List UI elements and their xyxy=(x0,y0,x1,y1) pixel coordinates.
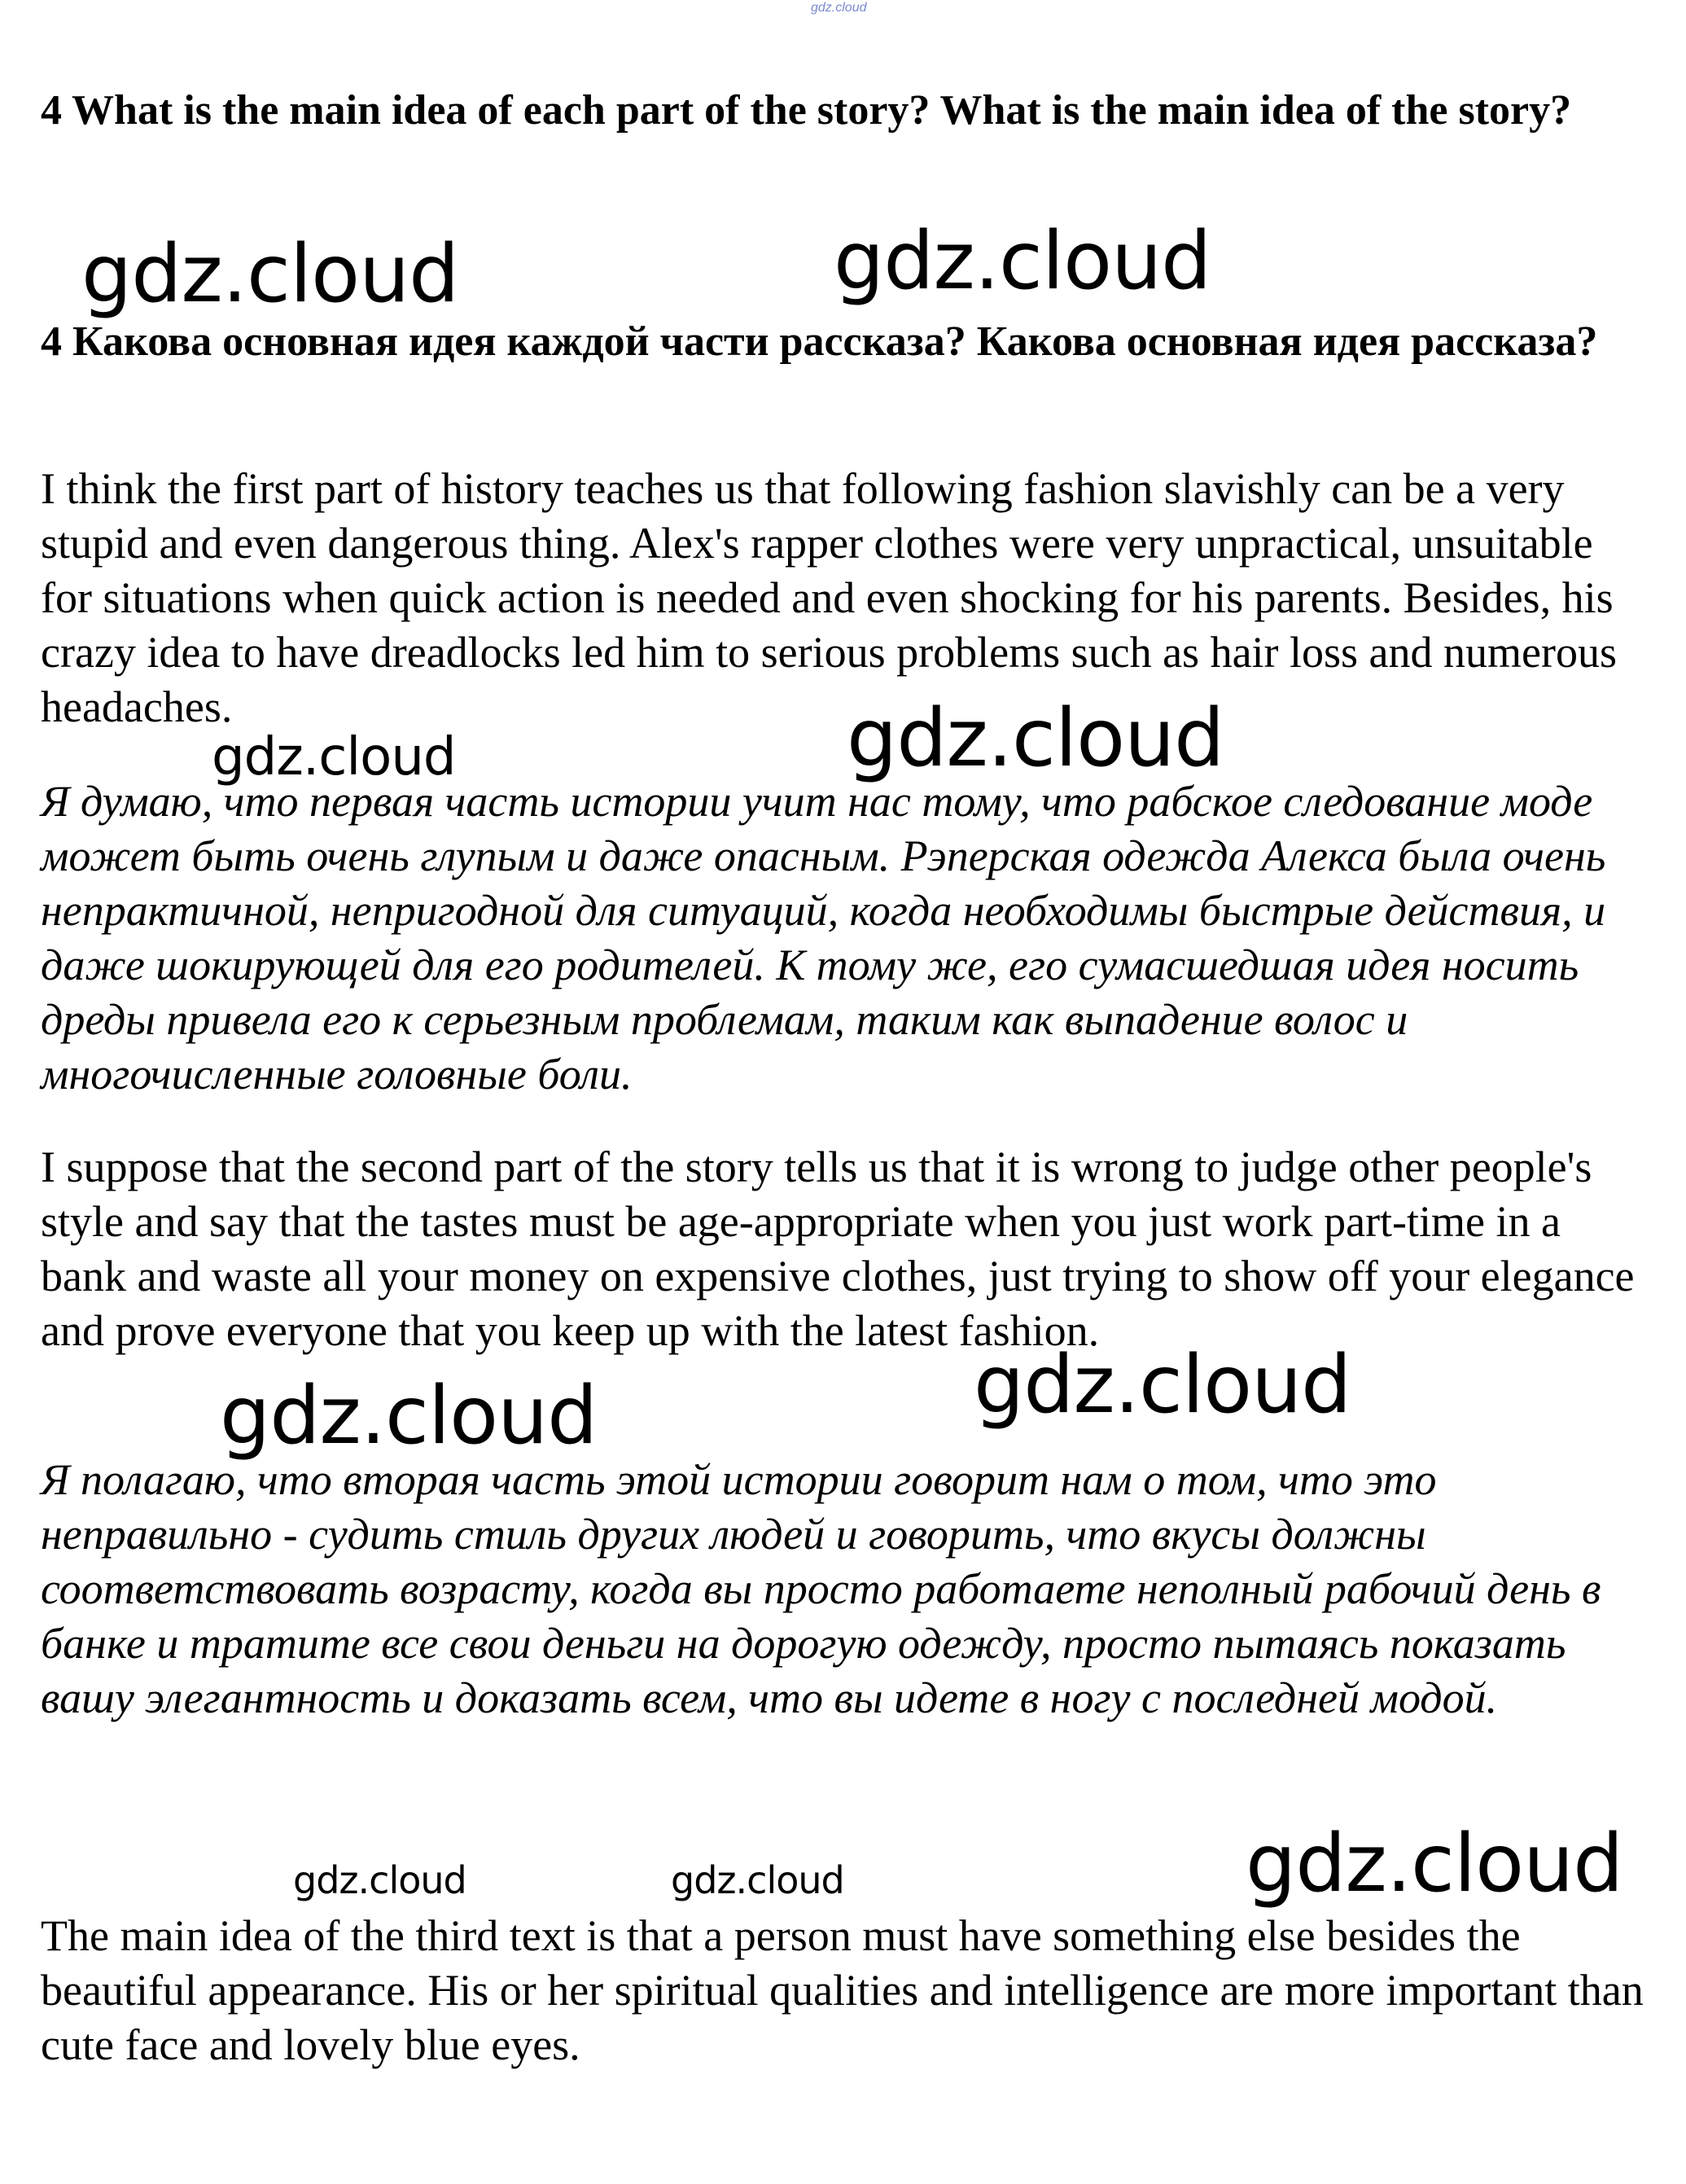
paragraph-3-english: The main idea of the third text is that a person must have something else besides the beautiful appearance. His or her spiritual qualities and intelligence are more important than cute face and lovely blue eyes. xyxy=(41,1911,1644,2069)
paragraph-1-russian: Я думаю, что первая часть истории учит нас тому, что рабское следование моде может быть очень глупым и даже опасным. Рэперская одежда Алекса была очень непрактичной, непригодной для ситуаций, когда необходимы быстрые действия, и даже шокирующей для его родителей. К тому же, его сумасшедшая идея носить дреды привела его к серьезным проблемам, таким как выпадение волос и многочисленные головные боли. xyxy=(41,777,1606,1099)
watermark: gdz.cloud xyxy=(834,215,1211,308)
watermark: gdz.cloud xyxy=(212,727,456,787)
watermark: gdz.cloud xyxy=(974,1339,1351,1432)
watermark: gdz.cloud xyxy=(81,228,459,321)
watermark: gdz.cloud xyxy=(847,692,1224,785)
watermark: gdz.cloud xyxy=(1246,1818,1623,1910)
top-watermark: gdz.cloud xyxy=(811,1,867,15)
paragraph-2-english: I suppose that the second part of the story tells us that it is wrong to judge other people's style and say that the tastes must be age-appropriate when you just work part-time in a bank and waste all your money on expensive clothes, just trying to show off your elegance and prove everyone that you keep up with the latest fashion. xyxy=(41,1142,1635,1355)
paragraph-1-english: I think the first part of history teaches us that following fashion slavishly can be a very stupid and even dangerous thing. Alex's rapper clothes were very unpractical, unsuitable for situations when quick action is needed and even shocking for his parents. Besides, his crazy idea to have dreadlocks led him to serious problems such as hair loss and numerous headaches. xyxy=(41,464,1617,731)
question-english: 4 What is the main idea of each part of the story? What is the main idea of the story? xyxy=(41,87,1572,134)
watermark: gdz.cloud xyxy=(293,1858,466,1902)
question-russian: 4 Какова основная идея каждой части рассказа? Какова основная идея рассказа? xyxy=(41,318,1598,365)
watermark: gdz.cloud xyxy=(671,1858,844,1902)
watermark: gdz.cloud xyxy=(220,1370,598,1463)
paragraph-2-russian: Я полагаю, что вторая часть этой истории говорит нам о том, что это неправильно - судить стиль других людей и говорить, что вкусы должны соответствовать возрасту, когда вы просто работаете неполный рабочий день в банке и тратите все свои деньги на дорогую одежду, просто пытаясь показать вашу элегантность и доказать всем, что вы идете в ногу с последней модой. xyxy=(41,1455,1601,1722)
